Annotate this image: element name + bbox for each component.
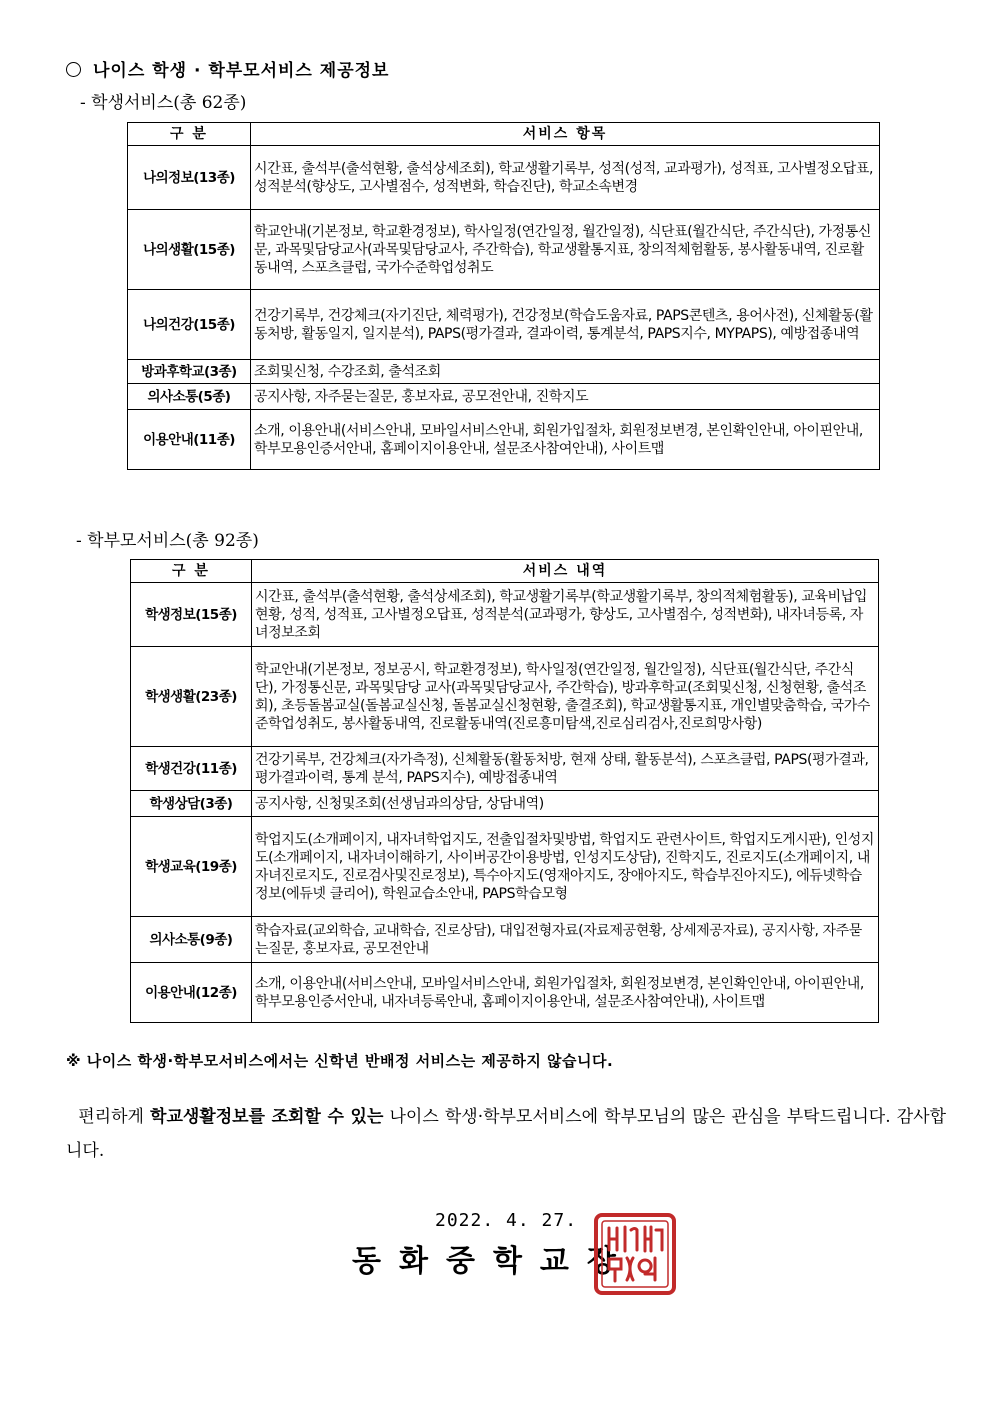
- column-header-category: 구 분: [128, 123, 251, 146]
- row-items: 소개, 이용안내(서비스안내, 모바일서비스안내, 회원가입절차, 회원정보변경, 본인확인안내, 아이핀안내, 학부모용인증서안내, 내자녀등록안내, 홈페이지이용안내, 설문조사참여안내), 사이트맵: [252, 963, 879, 1023]
- row-items: 조회및신청, 수강조회, 출석조회: [251, 360, 880, 384]
- table-row: [128, 146, 880, 210]
- parent-service-title: - 학부모서비스(총 92종): [76, 531, 259, 551]
- section-heading: [66, 56, 389, 81]
- row-items: 소개, 이용안내(서비스안내, 모바일서비스안내, 회원가입절차, 회원정보변경, 본인확인안내, 아이핀안내, 학부모용인증서안내, 홈페이지이용안내, 설문조사참여안내), 사이트맵: [251, 410, 880, 470]
- official-seal-icon: [593, 1212, 677, 1296]
- row-items: 시간표, 출석부(출석현황, 출석상세조회), 학교생활기록부, 성적(성적, 교과평가), 성적표, 고사별정오답표, 성적분석(향상도, 고사별점수, 성적변화, 학습진단), 학교소속변경: [251, 146, 880, 210]
- row-category: 의사소통(5종): [128, 384, 251, 410]
- table-row: [131, 917, 879, 963]
- parent-service-table: [130, 559, 879, 1023]
- row-category: 이용안내(11종): [128, 410, 251, 470]
- paragraph-post: 나이스 학생·학부모서비스에 학부모님의 많은 관심을 부탁드립니다. 감사합니다.: [66, 1107, 947, 1161]
- column-header-items: 서비스 내역: [252, 560, 879, 583]
- paragraph-pre: 편리하게: [78, 1107, 151, 1127]
- row-items: 시간표, 출석부(출석현황, 출석상세조회), 학교생활기록부(학교생활기록부, 창의적체험활동), 교육비납입현황, 성적, 성적표, 고사별정오답표, 성적분석(교과평가, 향상도, 고사별점수, 성적변화), 내자녀등록, 자녀정보조회: [252, 583, 879, 647]
- row-category: 학생상담(3종): [131, 791, 252, 817]
- table-row: [128, 410, 880, 470]
- row-items: 학교안내(기본정보, 정보공시, 학교환경정보), 학사일정(연간일정, 월간일정), 식단표(월간식단, 주간식단), 가정통신문, 과목및담당 교사(과목및담당교사, 주간학습), 방과후학교(조회및신청, 신청현황, 출석조회), 초등돌봄교실(돌봄교실신청, 돌봄교실신청현황, 출결조회), 학교생활통지표, 개인별맞춤학습, 국가수준학업성취도, 봉사활동내역, 진로활동내역(진로흥미탐색,진로심리검사,진로희망사항): [252, 647, 879, 747]
- paragraph-emphasis: 학교생활정보를 조회할 수 있는: [150, 1107, 384, 1127]
- row-items: 학업지도(소개페이지, 내자녀학업지도, 전출입절차및방법, 학업지도 관련사이트, 학업지도게시판), 인성지도(소개페이지, 내자녀이해하기, 사이버공간이용방법, 인성지도상담), 진학지도, 진로지도(소개페이지, 내자녀진로지도, 진로검사및진로정보), 특수아지도(영재아지도, 장애아지도, 학습부진아지도), 에듀넷학습정보(에듀넷 클리어), 학원교습소안내, PAPS학습모형: [252, 817, 879, 917]
- row-items: 건강기록부, 건강체크(자기진단, 체력평가), 건강정보(학습도움자료, PAPS콘텐츠, 용어사전), 신체활동(활동처방, 활동일지, 일지분석), PAPS(평가결과, 결과이력, 통계분석, PAPS지수, MYPAPS), 예방접종내역: [251, 290, 880, 360]
- table-row: [131, 791, 879, 817]
- column-header-items: 서비스 항목: [251, 123, 880, 146]
- table-row: [128, 384, 880, 410]
- row-category: 학생건강(11종): [131, 747, 252, 791]
- row-category: 학생교육(19종): [131, 817, 252, 917]
- row-items: 공지사항, 신청및조회(선생님과의상담, 상담내역): [252, 791, 879, 817]
- document-date: 2022. 4. 27.: [435, 1210, 578, 1231]
- row-category: 의사소통(9종): [131, 917, 252, 963]
- table-row: [128, 290, 880, 360]
- section-heading-text: 나이스 학생 · 학부모서비스 제공정보: [93, 61, 390, 81]
- school-principal-signature: 동화중학교장: [352, 1244, 634, 1279]
- table-row: [128, 210, 880, 290]
- row-category: 나의건강(15종): [128, 290, 251, 360]
- row-category: 나의생활(15종): [128, 210, 251, 290]
- row-items: 건강기록부, 건강체크(자가측정), 신체활동(활동처방, 현재 상태, 활동분석), 스포츠클럽, PAPS(평가결과, 평가결과이력, 통계 분석, PAPS지수), 예방접종내역: [252, 747, 879, 791]
- student-service-title: - 학생서비스(총 62종): [80, 93, 247, 113]
- table-header-row: [128, 123, 880, 146]
- row-category: 학생생활(23종): [131, 647, 252, 747]
- table-row: [131, 583, 879, 647]
- row-category: 학생정보(15종): [131, 583, 252, 647]
- row-items: 학습자료(교외학습, 교내학습, 진로상담), 대입전형자료(자료제공현황, 상세제공자료), 공지사항, 자주묻는질문, 홍보자료, 공모전안내: [252, 917, 879, 963]
- closing-paragraph: [66, 1100, 946, 1168]
- row-category: 이용안내(12종): [131, 963, 252, 1023]
- circle-bullet-icon: [66, 62, 81, 77]
- notice-text: ※ 나이스 학생·학부모서비스에서는 신학년 반배정 서비스는 제공하지 않습니다.: [66, 1052, 614, 1070]
- row-category: 방과후학교(3종): [128, 360, 251, 384]
- table-row: [131, 747, 879, 791]
- row-items: 공지사항, 자주묻는질문, 홍보자료, 공모전안내, 진학지도: [251, 384, 880, 410]
- row-category: 나의정보(13종): [128, 146, 251, 210]
- column-header-category: 구 분: [131, 560, 252, 583]
- table-header-row: [131, 560, 879, 583]
- table-row: [131, 647, 879, 747]
- table-row: [131, 963, 879, 1023]
- table-row: [128, 360, 880, 384]
- table-row: [131, 817, 879, 917]
- row-items: 학교안내(기본정보, 학교환경정보), 학사일정(연간일정, 월간일정), 식단표(월간식단, 주간식단), 가정통신문, 과목및담당교사(과목및담당교사, 주간학습), 학교생활통지표, 창의적체험활동, 봉사활동내역, 진로활동내역, 스포츠클럽, 국가수준학업성취도: [251, 210, 880, 290]
- student-service-table: [127, 122, 880, 470]
